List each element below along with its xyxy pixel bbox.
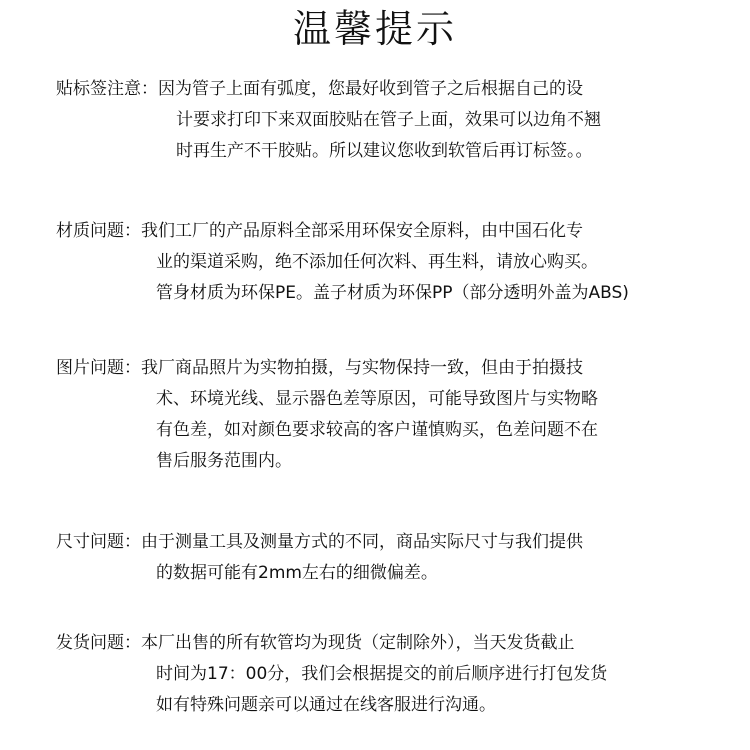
section-label: 材质问题： [56, 221, 141, 241]
section-label: 贴标签注意： [56, 79, 158, 99]
section-line: 有色差，如对颜色要求较高的客户谨慎购买，色差问题不在 [156, 420, 598, 440]
section-line: 术、环境光线、显示器色差等原因，可能导致图片与实物略 [156, 389, 598, 409]
section-line: 时间为17：00分，我们会根据提交的前后顺序进行打包发货 [156, 664, 608, 684]
section-line: 如有特殊问题亲可以通过在线客服进行沟通。 [156, 695, 496, 715]
section-label: 发货问题： [56, 633, 141, 653]
section-line: 管身材质为环保PE。盖子材质为环保PP（部分透明外盖为ABS) [156, 283, 629, 303]
section-line: 由于测量工具及测量方式的不同，商品实际尺寸与我们提供 [141, 532, 583, 552]
section-line: 计要求打印下来双面胶贴在管子上面，效果可以边角不翘 [176, 110, 601, 130]
section-row [56, 74, 746, 105]
section-label-notice [56, 74, 746, 167]
section-line: 售后服务范围内。 [156, 451, 292, 471]
section-row [56, 527, 746, 558]
section-row [56, 628, 746, 659]
page-title: 温馨提示 [292, 7, 457, 51]
section-body [141, 628, 746, 659]
section-body [141, 353, 746, 384]
section-line: 时再生产不干胶贴。所以建议您收到软管后再订标签。。 [176, 141, 593, 161]
section-image [56, 353, 746, 477]
section-row [56, 216, 746, 247]
section-label: 图片问题： [56, 358, 141, 378]
section-row [56, 353, 746, 384]
section-line: 我厂商品照片为实物拍摄，与实物保持一致，但由于拍摄技 [141, 358, 583, 378]
section-body [141, 527, 746, 558]
section-line: 本厂出售的所有软管均为现货（定制除外），当天发货截止 [141, 633, 575, 653]
section-size [56, 527, 746, 589]
section-body [158, 74, 746, 105]
section-line: 的数据可能有2mm左右的细微偏差。 [156, 563, 438, 583]
section-shipping [56, 628, 746, 721]
section-material [56, 216, 746, 309]
section-label: 尺寸问题： [56, 532, 141, 552]
section-body [141, 216, 746, 247]
section-line: 我们工厂的产品原料全部采用环保安全原料，由中国石化专 [141, 221, 583, 241]
section-line: 业的渠道采购，绝不添加任何次料、再生料，请放心购买。 [156, 252, 598, 272]
section-line: 因为管子上面有弧度，您最好收到管子之后根据自己的设 [158, 79, 583, 99]
